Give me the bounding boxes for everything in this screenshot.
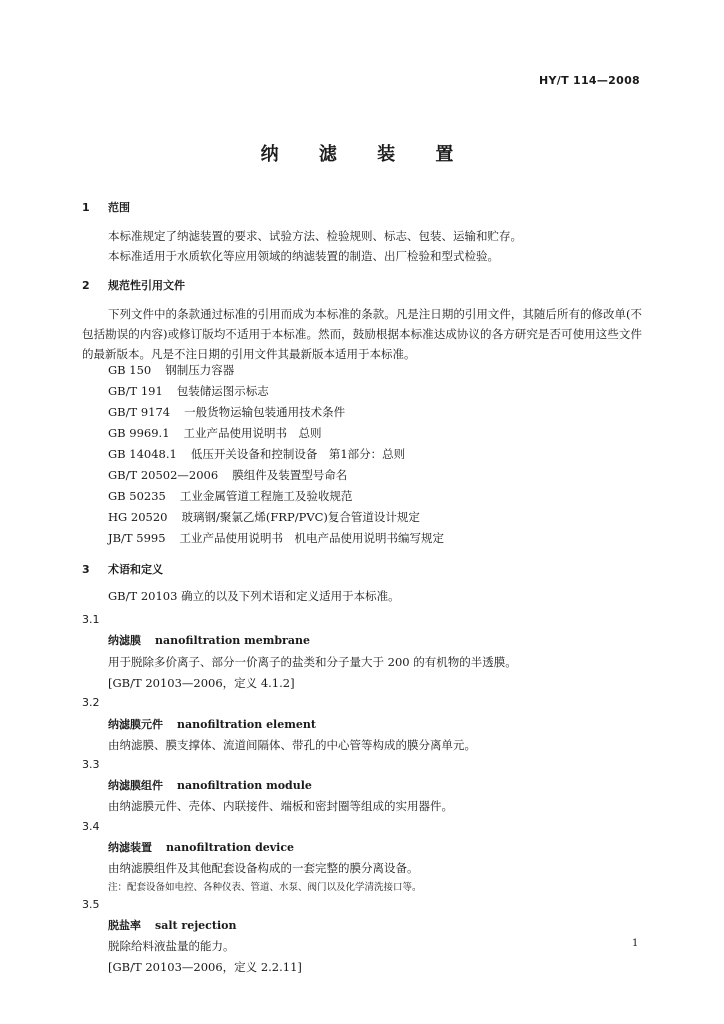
term-number: 3.4 [82, 820, 100, 833]
term-number: 3.1 [82, 613, 100, 626]
reference-item [108, 446, 405, 462]
reference-item [108, 362, 234, 378]
term-en: nanofiltration module [177, 779, 312, 792]
term-zh: 纳滤膜元件 [108, 718, 163, 731]
reference-code: GB 9969.1 [108, 426, 170, 440]
term-zh: 纳滤装置 [108, 841, 152, 854]
reference-code: HG 20520 [108, 510, 168, 524]
term-definition: 由纳滤膜组件及其他配套设备构成的一套完整的膜分离设备。 [108, 861, 419, 875]
reference-code: GB 14048.1 [108, 447, 177, 461]
reference-title: 工业产品使用说明书 总则 [183, 426, 322, 440]
term-en: nanofiltration element [177, 718, 316, 731]
term-definition: 由纳滤膜元件、壳体、内联接件、端板和密封圈等组成的实用器件。 [108, 799, 453, 813]
term-number: 3.2 [82, 696, 100, 709]
paragraph: 下列文件中的条款通过标准的引用而成为本标准的条款。凡是注日期的引用文件，其随后所有的修改单(不包括勘误的内容)或修订版均不适用于本标准。然而，鼓励根据本标准达成协议的各方研究是否可使用这些文件的最新版本。凡是不注日期的引用文件其最新版本适用于本标准。 [82, 307, 642, 361]
reference-title: 包装储运图示标志 [176, 384, 269, 398]
section-2-heading [82, 277, 185, 293]
reference-title: 一般货物运输包装通用技术条件 [184, 405, 346, 419]
standard-code: HY/T 114—2008 [539, 74, 640, 87]
reference-title: 低压开关设备和控制设备 第1部分：总则 [190, 447, 406, 461]
reference-item [108, 383, 269, 399]
term-heading [108, 716, 316, 732]
reference-title: 钢制压力容器 [165, 363, 235, 377]
section-number: 2 [82, 279, 90, 292]
term-definition: 脱除给料液盐量的能力。 [108, 939, 235, 953]
reference-code: GB/T 191 [108, 384, 163, 398]
reference-title: 工业金属管道工程施工及验收规范 [179, 489, 353, 503]
section-title: 术语和定义 [108, 563, 163, 576]
term-heading [108, 632, 310, 648]
reference-title: 膜组件及装置型号命名 [232, 468, 348, 482]
reference-item [108, 404, 345, 420]
term-definition: 由纳滤膜、膜支撑体、流道间隔体、带孔的中心管等构成的膜分离单元。 [108, 738, 476, 752]
reference-item [108, 488, 352, 504]
reference-title: 玻璃钢/聚氯乙烯(FRP/PVC)复合管道设计规定 [181, 510, 420, 524]
term-definition: 用于脱除多价离子、部分一价离子的盐类和分子量大于 200 的有机物的半透膜。 [108, 655, 517, 669]
term-heading [108, 839, 294, 855]
section-title: 范围 [108, 201, 130, 214]
term-en: nanofiltration membrane [155, 634, 310, 647]
term-number: 3.5 [82, 898, 100, 911]
reference-code: JB/T 5995 [108, 531, 166, 545]
term-zh: 纳滤膜组件 [108, 779, 163, 792]
term-heading [108, 917, 236, 933]
reference-code: GB 150 [108, 363, 152, 377]
section-number: 1 [82, 201, 90, 214]
term-number: 3.3 [82, 758, 100, 771]
term-zh: 纳滤膜 [108, 634, 141, 647]
term-source: [GB/T 20103—2006，定义 2.2.11] [108, 960, 302, 974]
section-3-heading [82, 561, 163, 577]
term-heading [108, 777, 312, 793]
reference-title: 工业产品使用说明书 机电产品使用说明书编写规定 [179, 531, 445, 545]
paragraph: 本标准规定了纳滤装置的要求、试验方法、检验规则、标志、包装、运输和贮存。 [108, 229, 522, 243]
document-title: 纳 滤 装 置 [260, 144, 464, 165]
reference-item [108, 509, 420, 525]
reference-item [108, 467, 347, 483]
section-number: 3 [82, 563, 90, 576]
term-zh: 脱盐率 [108, 919, 141, 932]
paragraph: GB/T 20103 确立的以及下列术语和定义适用于本标准。 [108, 589, 400, 603]
term-source: [GB/T 20103—2006，定义 4.1.2] [108, 676, 295, 690]
reference-code: GB/T 9174 [108, 405, 171, 419]
term-note: 注：配套设备如电控、各种仪表、管道、水泵、阀门以及化学清洗接口等。 [108, 882, 422, 893]
reference-code: GB/T 20502—2006 [108, 468, 219, 482]
term-en: nanofiltration device [166, 841, 295, 854]
section-title: 规范性引用文件 [108, 279, 185, 292]
reference-item [108, 425, 322, 441]
term-en: salt rejection [155, 919, 237, 932]
paragraph: 本标准适用于水质软化等应用领域的纳滤装置的制造、出厂检验和型式检验。 [108, 249, 499, 263]
section-1-heading [82, 199, 130, 215]
reference-code: GB 50235 [108, 489, 166, 503]
page-number: 1 [632, 938, 639, 949]
reference-item [108, 530, 444, 546]
